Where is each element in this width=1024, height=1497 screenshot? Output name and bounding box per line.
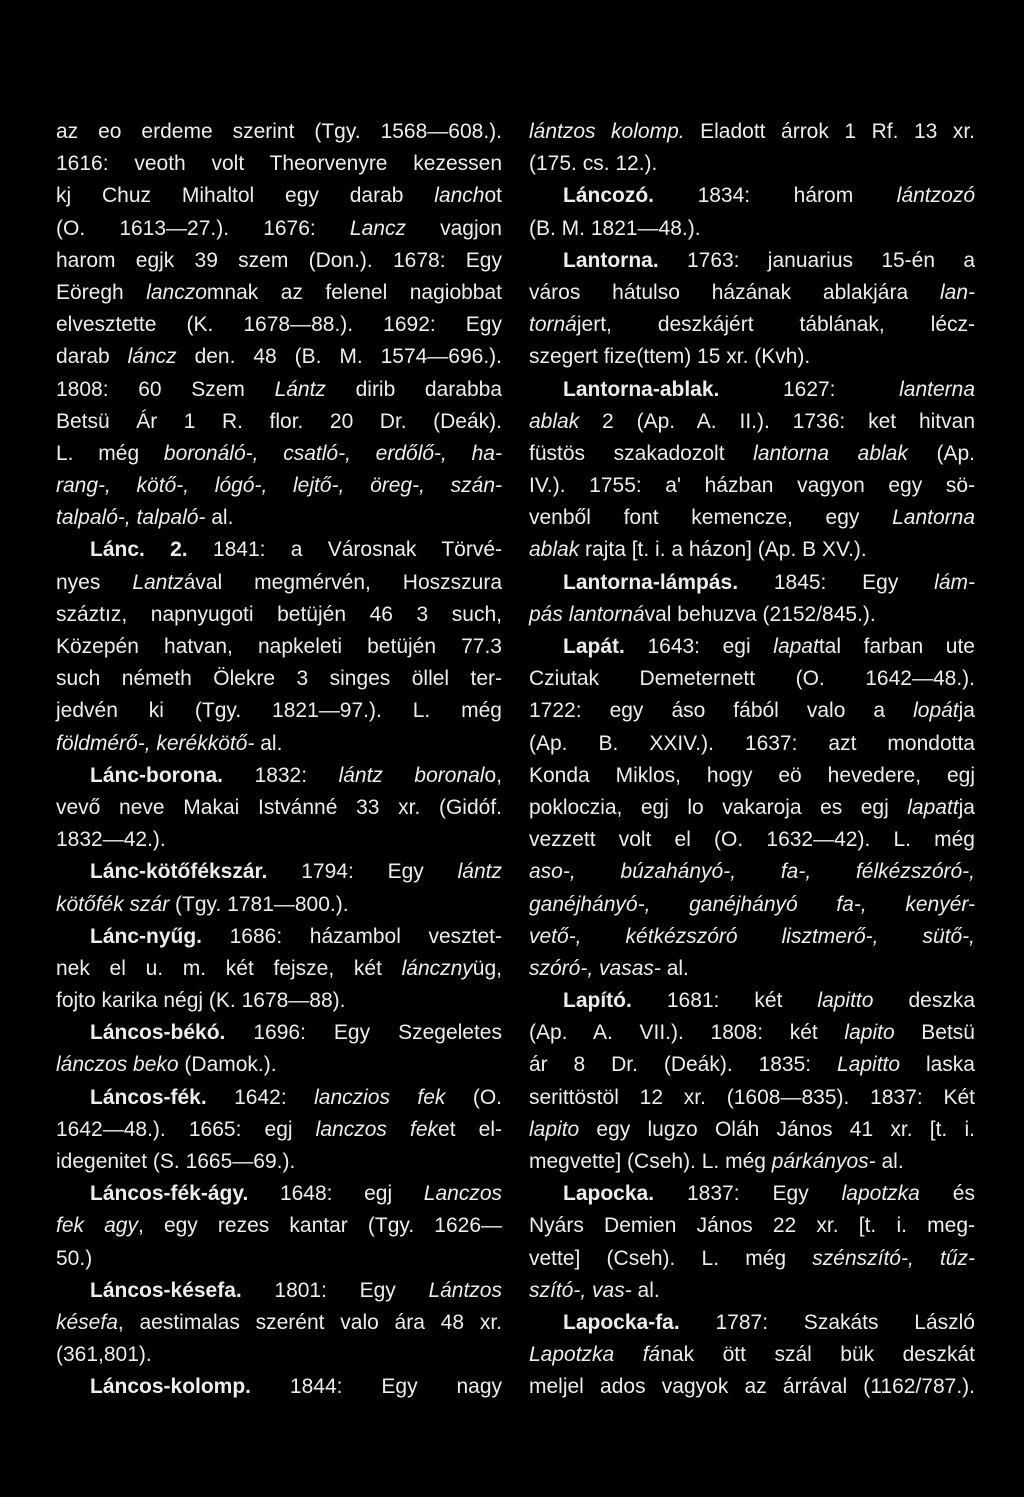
italic-term: lantorna ablak [753, 441, 908, 465]
text-segment: 1642—48.). 1665: egj [56, 1117, 316, 1141]
text-segment: 1808: 60 Szem [56, 377, 275, 401]
italic-term: lanch [434, 184, 485, 208]
entry-headword: Lapocka-fa. [563, 1310, 680, 1334]
italic-term: lanczios fek [314, 1085, 446, 1109]
text-segment: 1627: [719, 377, 900, 401]
text-segment: füstös szakadozolt [529, 441, 754, 465]
text-segment: száztız, napnyugoti betüjén 46 3 such, [56, 602, 502, 626]
italic-term: párkányos- [771, 1150, 876, 1173]
text-line [56, 1114, 502, 1146]
text-segment: ár 8 Dr. (Deák). 1835: [529, 1053, 838, 1077]
text-segment: (175. cs. 12.). [529, 152, 658, 176]
text-segment: al. [205, 506, 234, 530]
text-segment: (361,801). [56, 1343, 152, 1367]
text-line [56, 502, 502, 534]
text-segment: jedvén ki (Tgy. 1821—97.). L. még [56, 699, 502, 723]
italic-term: szénszító-, tűz- [812, 1246, 975, 1270]
text-line [56, 567, 502, 599]
text-segment: 1834: három [654, 184, 897, 208]
text-segment: IV.). 1755: a' házban vagyon egy sö- [529, 474, 975, 498]
text-segment: venből font kemencze, egy [529, 506, 893, 530]
text-line [529, 1275, 975, 1307]
text-segment: üg, [472, 956, 502, 980]
text-line [529, 470, 975, 502]
text-line [56, 695, 502, 727]
text-segment: al. [875, 1150, 904, 1173]
text-segment: such németh Ölekre 3 singes öllel ter- [56, 667, 502, 691]
text-segment: 1837: Egy [654, 1182, 842, 1206]
text-line [529, 599, 975, 631]
text-segment: 1722: egy áso fából valo a [529, 699, 914, 723]
text-line [529, 856, 975, 888]
italic-term: kötőfék szár [56, 892, 170, 916]
text-line [56, 1017, 502, 1049]
text-line [56, 438, 502, 470]
entry-headword: Láncozó. [563, 184, 655, 208]
italic-term: lanterna [899, 377, 975, 401]
text-segment: fojto karika négj (K. 1678—88). [56, 989, 346, 1013]
text-segment: 1686: házambol vesztet- [202, 924, 502, 948]
italic-term: lapat [773, 635, 819, 658]
text-segment: harom egjk 39 szem (Don.). 1678: Egy [56, 248, 502, 272]
text-segment: dirib darabba [325, 377, 503, 401]
text-segment: 1681: két [631, 989, 818, 1013]
italic-term: lántz boronal [338, 763, 485, 787]
text-line [529, 1210, 975, 1242]
text-line [56, 824, 502, 856]
entry-headword: Lánc-kötőfékszár. [90, 860, 268, 884]
text-line [56, 663, 502, 695]
text-segment: az eo erdeme szerint (Tgy. 1568—608.). [56, 120, 502, 143]
text-segment: vette] (Cseh). L. még [529, 1246, 813, 1270]
text-segment: , aestimalas szerént valo ára 48 xr. [117, 1310, 502, 1334]
text-segment: o, [484, 763, 502, 787]
text-segment: nek el u. m. két fejsze, két [56, 956, 402, 980]
text-segment: 2 (Ap. A. II.). 1736: ket hitvan [579, 409, 975, 433]
italic-term: lám- [934, 570, 975, 594]
text-segment: 1763: januarius 15-én a [658, 248, 975, 272]
text-line [56, 148, 502, 180]
entry-headword: Láncos-békó. [90, 1021, 226, 1045]
text-segment: megvette] (Cseh). L. még [529, 1150, 772, 1173]
text-line [56, 1307, 502, 1339]
italic-term: lapito [844, 1021, 895, 1045]
text-line [529, 213, 975, 245]
entry-headword: Lánc-borona. [90, 763, 224, 787]
text-segment: kj Chuz Mihaltol egy darab [56, 184, 435, 208]
text-line [56, 953, 502, 985]
text-line [529, 438, 975, 470]
italic-term: torná [529, 313, 577, 337]
entry-headword: Láncos-fék. [90, 1085, 207, 1109]
italic-term: Lantorna [892, 506, 975, 530]
italic-term: Lapotzka fá [529, 1343, 661, 1367]
text-line [56, 728, 502, 760]
text-line [56, 470, 502, 502]
text-segment: (Tgy. 1781—800.). [169, 892, 349, 916]
text-segment: 1616: veoth volt Theorvenyre kezessen [56, 152, 502, 176]
entry-headword: Lánc-nyűg. [90, 924, 203, 948]
italic-term: talpaló-, talpaló- [56, 506, 206, 530]
entry-headword: Láncos-késefa. [90, 1278, 242, 1302]
text-line [529, 502, 975, 534]
text-segment: 1696: Egy Szegeletes [225, 1021, 502, 1045]
text-line [56, 631, 502, 663]
text-segment: 1787: Szakáts László [679, 1310, 975, 1334]
text-line [56, 792, 502, 824]
text-segment: Eöregh [56, 280, 147, 304]
italic-term: fek agy [56, 1214, 138, 1238]
italic-term: lapitto [817, 989, 874, 1013]
text-line [529, 277, 975, 309]
italic-term: szító-, vas- [529, 1278, 632, 1302]
text-line [529, 309, 975, 341]
italic-term: lapotzka [841, 1182, 920, 1206]
text-segment: elvesztette (K. 1678—88.). 1692: Egy [56, 313, 502, 337]
text-segment: 50.) [56, 1246, 93, 1270]
text-line [529, 341, 975, 373]
italic-term: aso-, búzahányó-, fa-, félkézszóró-, [529, 860, 975, 884]
text-segment: (Ap. [907, 441, 976, 465]
text-line [529, 663, 975, 695]
entry-headword: Lantorna-lámpás. [563, 570, 739, 594]
text-segment: laska [900, 1053, 975, 1077]
text-line [529, 921, 975, 953]
text-segment: al. [660, 956, 689, 980]
text-segment: vezzett volt el (O. 1632—42). L. még [529, 828, 975, 852]
text-line [56, 856, 502, 888]
italic-term: szóró-, vasas- [529, 956, 661, 980]
text-line [529, 1082, 975, 1114]
italic-term: lántz [457, 860, 502, 884]
text-line [56, 1339, 502, 1371]
text-line [529, 1307, 975, 1339]
entry-headword: Láncos-fék-ágy. [90, 1182, 249, 1206]
text-line [56, 760, 502, 792]
text-line [529, 374, 975, 406]
italic-term: Lapitto [837, 1053, 901, 1077]
text-segment: Nyárs Demien János 22 xr. [t. i. meg- [529, 1214, 975, 1238]
text-segment: 1841: a Városnak Törvé- [187, 538, 502, 562]
italic-term: lanczos fek [315, 1117, 439, 1141]
right-column [529, 116, 975, 1404]
italic-term: lánczny [401, 956, 473, 980]
italic-term: Lanczos [423, 1182, 502, 1206]
italic-term: láncz [127, 345, 177, 369]
text-line [529, 1017, 975, 1049]
text-line [529, 760, 975, 792]
text-line [529, 1178, 975, 1210]
text-line [56, 213, 502, 245]
text-segment: ja [958, 699, 975, 723]
text-segment: meljel ados vagyok az árrával (1162/787.). [529, 1375, 975, 1399]
text-segment: deszka [873, 989, 975, 1013]
text-segment: és [919, 1182, 975, 1206]
text-line [56, 534, 502, 566]
text-line [529, 695, 975, 727]
text-segment: 1648: egj [248, 1182, 424, 1206]
italic-term: ablak [529, 409, 580, 433]
text-segment: rajta [t. i. a házon] (Ap. B XV.). [579, 538, 867, 562]
text-segment: 1844: Egy nagy [251, 1375, 502, 1399]
italic-term: földmérő-, kerékkötő- [56, 731, 255, 755]
text-segment: nyes [56, 570, 133, 594]
entry-headword: Lantorna-ablak. [563, 377, 720, 401]
text-line [529, 534, 975, 566]
text-segment: 1801: Egy [241, 1278, 429, 1302]
text-segment: den. 48 (B. M. 1574—696.). [176, 345, 503, 369]
text-line [529, 631, 975, 663]
text-line [529, 792, 975, 824]
text-segment: et el- [438, 1117, 502, 1141]
text-segment: al. [631, 1278, 660, 1302]
text-segment: szegert fize(ttem) 15 xr. (Kvh). [529, 345, 811, 369]
italic-term: Lantz [132, 570, 184, 594]
text-segment: 1794: Egy [267, 860, 458, 884]
text-segment: Betsü Ár 1 R. flor. 20 Dr. (Deák). [56, 409, 502, 433]
italic-term: vető-, kétkézszóró lisztmerő-, sütő-, [529, 924, 975, 948]
italic-term: pás lantorná [529, 602, 645, 626]
text-line [56, 116, 502, 148]
text-segment: Cziutak Demeternett (O. 1642—48.). [529, 667, 975, 691]
text-line [529, 1243, 975, 1275]
text-segment: 1832: [223, 763, 339, 787]
text-segment: vagjon [405, 216, 502, 240]
text-segment: jert, deszkájért táblának, lécz- [576, 313, 975, 337]
italic-term: Lántzos [428, 1278, 502, 1302]
italic-term: lántzos kolomp. [529, 120, 685, 143]
text-line [529, 1339, 975, 1371]
italic-term: Lancz [349, 216, 406, 240]
italic-term: boronáló-, csatló-, erdőlő-, ha- [163, 441, 502, 465]
text-segment: vevő neve Makai Istvánné 33 xr. (Gidóf. [56, 795, 502, 819]
text-line [56, 309, 502, 341]
text-segment: val behuzva (2152/845.). [644, 602, 876, 626]
text-line [56, 245, 502, 277]
text-segment: L. még [56, 441, 164, 465]
text-line [56, 277, 502, 309]
text-line [529, 245, 975, 277]
text-segment: 1643: egi [624, 635, 774, 658]
text-segment: (Damok.). [178, 1053, 277, 1077]
italic-term: késefa [56, 1310, 118, 1334]
text-segment: , egy rezes kantar (Tgy. 1626— [138, 1214, 502, 1238]
text-line [56, 1082, 502, 1114]
text-line [56, 599, 502, 631]
text-line [56, 406, 502, 438]
text-line [529, 728, 975, 760]
text-segment: Konda Miklos, hogy eö hevedere, egj [529, 763, 975, 787]
text-line [529, 985, 975, 1017]
italic-term: Lántz [274, 377, 326, 401]
text-segment: idegenitet (S. 1665—69.). [56, 1150, 296, 1173]
text-line [56, 1275, 502, 1307]
entry-headword: Lapát. [563, 635, 625, 658]
text-segment: város hátulso házának ablakjára [529, 280, 940, 304]
text-segment: Eladott árrok 1 Rf. 13 xr. [684, 120, 975, 143]
italic-term: lopát [913, 699, 959, 723]
italic-term: lántzozó [896, 184, 975, 208]
text-segment: (B. M. 1821—48.). [529, 216, 701, 240]
text-line [56, 1178, 502, 1210]
text-segment: al. [254, 731, 283, 755]
text-line [56, 985, 502, 1017]
text-line [56, 1049, 502, 1081]
left-column [56, 116, 502, 1404]
italic-term: lan- [939, 280, 975, 304]
text-segment: egy lugzo Oláh János 41 xr. [t. i. [579, 1117, 975, 1141]
italic-term: lanczo [146, 280, 207, 304]
text-segment: ával megmérvén, Hoszszura [183, 570, 502, 594]
entry-headword: Lánc. 2. [90, 538, 188, 562]
text-segment: nak ött szál bük deszkát [660, 1343, 975, 1367]
text-segment: ot [484, 184, 502, 208]
text-line [56, 180, 502, 212]
text-line [56, 341, 502, 373]
text-segment: tal farban ute [818, 635, 975, 658]
text-line [56, 889, 502, 921]
text-line [529, 1114, 975, 1146]
text-line [529, 1146, 975, 1178]
text-line [529, 567, 975, 599]
text-segment: pokloczia, egj lo vakaroja es egj [529, 795, 908, 819]
text-segment: (O. [445, 1085, 503, 1109]
text-segment: 1832—42.). [56, 828, 166, 852]
italic-term: lapatt [907, 795, 959, 819]
entry-headword: Lantorna. [563, 248, 659, 272]
text-line [529, 406, 975, 438]
text-line [529, 824, 975, 856]
text-line [529, 1049, 975, 1081]
text-segment: serittöstöl 12 xr. (1608—835). 1837: Két [529, 1085, 975, 1109]
text-line [56, 921, 502, 953]
text-line [529, 953, 975, 985]
text-segment: Betsü [894, 1021, 975, 1045]
italic-term: lapito [529, 1117, 580, 1141]
text-segment: 1845: Egy [738, 570, 935, 594]
text-segment: Közepén hatvan, napkeleti betüjén 77.3 [56, 635, 502, 658]
entry-headword: Láncos-kolomp. [90, 1375, 252, 1399]
italic-term: ablak [529, 538, 580, 562]
text-segment: darab [56, 345, 128, 369]
text-line [56, 1210, 502, 1242]
text-line [529, 889, 975, 921]
text-segment: 1642: [206, 1085, 315, 1109]
text-line [56, 1371, 502, 1403]
text-line [529, 116, 975, 148]
text-segment: (Ap. B. XXIV.). 1637: azt mondotta [529, 731, 975, 755]
entry-headword: Lapító. [563, 989, 632, 1013]
text-segment: ja [958, 795, 975, 819]
text-line [56, 1146, 502, 1178]
text-segment: (O. 1613—27.). 1676: [56, 216, 350, 240]
text-segment: (Ap. A. VII.). 1808: két [529, 1021, 845, 1045]
text-line [529, 148, 975, 180]
text-segment: mnak az felenel nagiobbat [206, 280, 502, 304]
entry-headword: Lapocka. [563, 1182, 655, 1206]
text-line [529, 180, 975, 212]
italic-term: lánczos beko [56, 1053, 179, 1077]
text-line [529, 1371, 975, 1403]
text-line [56, 1243, 502, 1275]
italic-term: rang-, kötő-, lógó-, lejtő-, öreg-, szán- [56, 474, 502, 498]
italic-term: ganéjhányó-, ganéjhányó fa-, kenyér- [529, 892, 975, 916]
text-line [56, 374, 502, 406]
